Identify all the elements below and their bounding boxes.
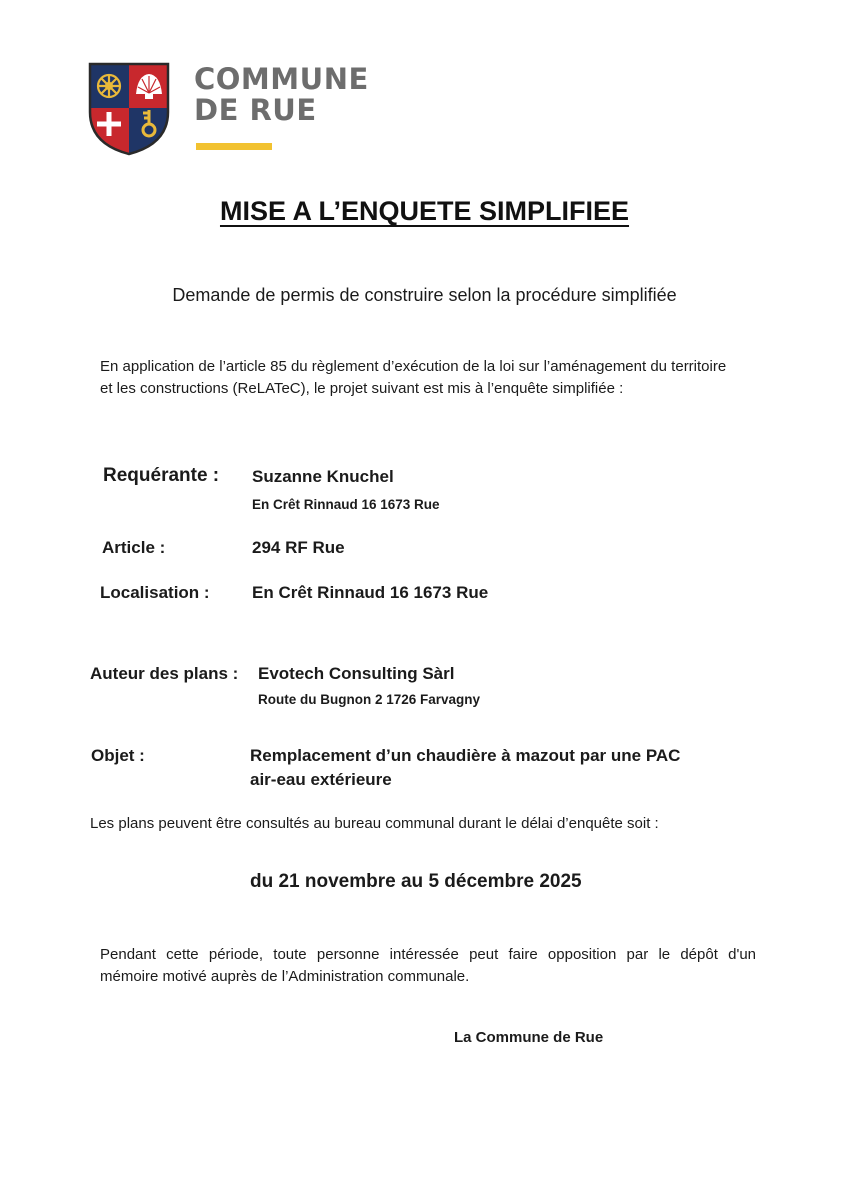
objet-line-1: Remplacement d’un chaudière à mazout par une PAC [250,746,681,765]
article-value: 294 RF Rue [252,538,345,557]
requerante-label: Requérante : [103,465,220,486]
objet-line-2: air-eau extérieure [250,770,392,789]
subtitle: Demande de permis de construire selon la procédure simplifiée [172,285,677,305]
intro-line-1: En application de l’article 85 du règlement d’exécution de la loi sur l’aménagement du territoire [100,358,727,375]
requerante-name: Suzanne Knuchel [252,467,394,486]
wheel-icon [98,75,120,97]
localisation-value: En Crêt Rinnaud 16 1673 Rue [252,583,489,602]
signature: La Commune de Rue [454,1029,604,1046]
article-label: Article : [102,538,166,557]
commune-crest-logo [88,60,170,156]
localisation-label: Localisation : [100,583,210,602]
opposition-line-1: Pendant cette période, toute personne intéressée peut faire opposition par le dépôt d'un [100,946,756,963]
enquiry-period: du 21 novembre au 5 décembre 2025 [250,871,582,892]
intro-line-2: et les constructions (ReLATeC), le projet suivant est mis à l’enquête simplifiée : [100,380,624,397]
page-title: MISE A L’ENQUETE SIMPLIFIEE [219,196,630,226]
auteur-label: Auteur des plans : [90,664,239,683]
auteur-address: Route du Bugnon 2 1726 Farvagny [258,692,481,707]
logo-accent-bar [196,143,272,150]
requerante-address: En Crêt Rinnaud 16 1673 Rue [252,497,440,512]
commune-name-line2: DE RUE [194,93,317,127]
opposition-line-2: mémoire motivé auprès de l’Administration communale. [100,968,470,985]
objet-label: Objet : [91,746,145,765]
commune-name-line1: COMMUNE [194,62,369,96]
auteur-name: Evotech Consulting Sàrl [258,664,455,683]
consultation-text: Les plans peuvent être consultés au bureau communal durant le délai d’enquête soit : [90,815,659,832]
